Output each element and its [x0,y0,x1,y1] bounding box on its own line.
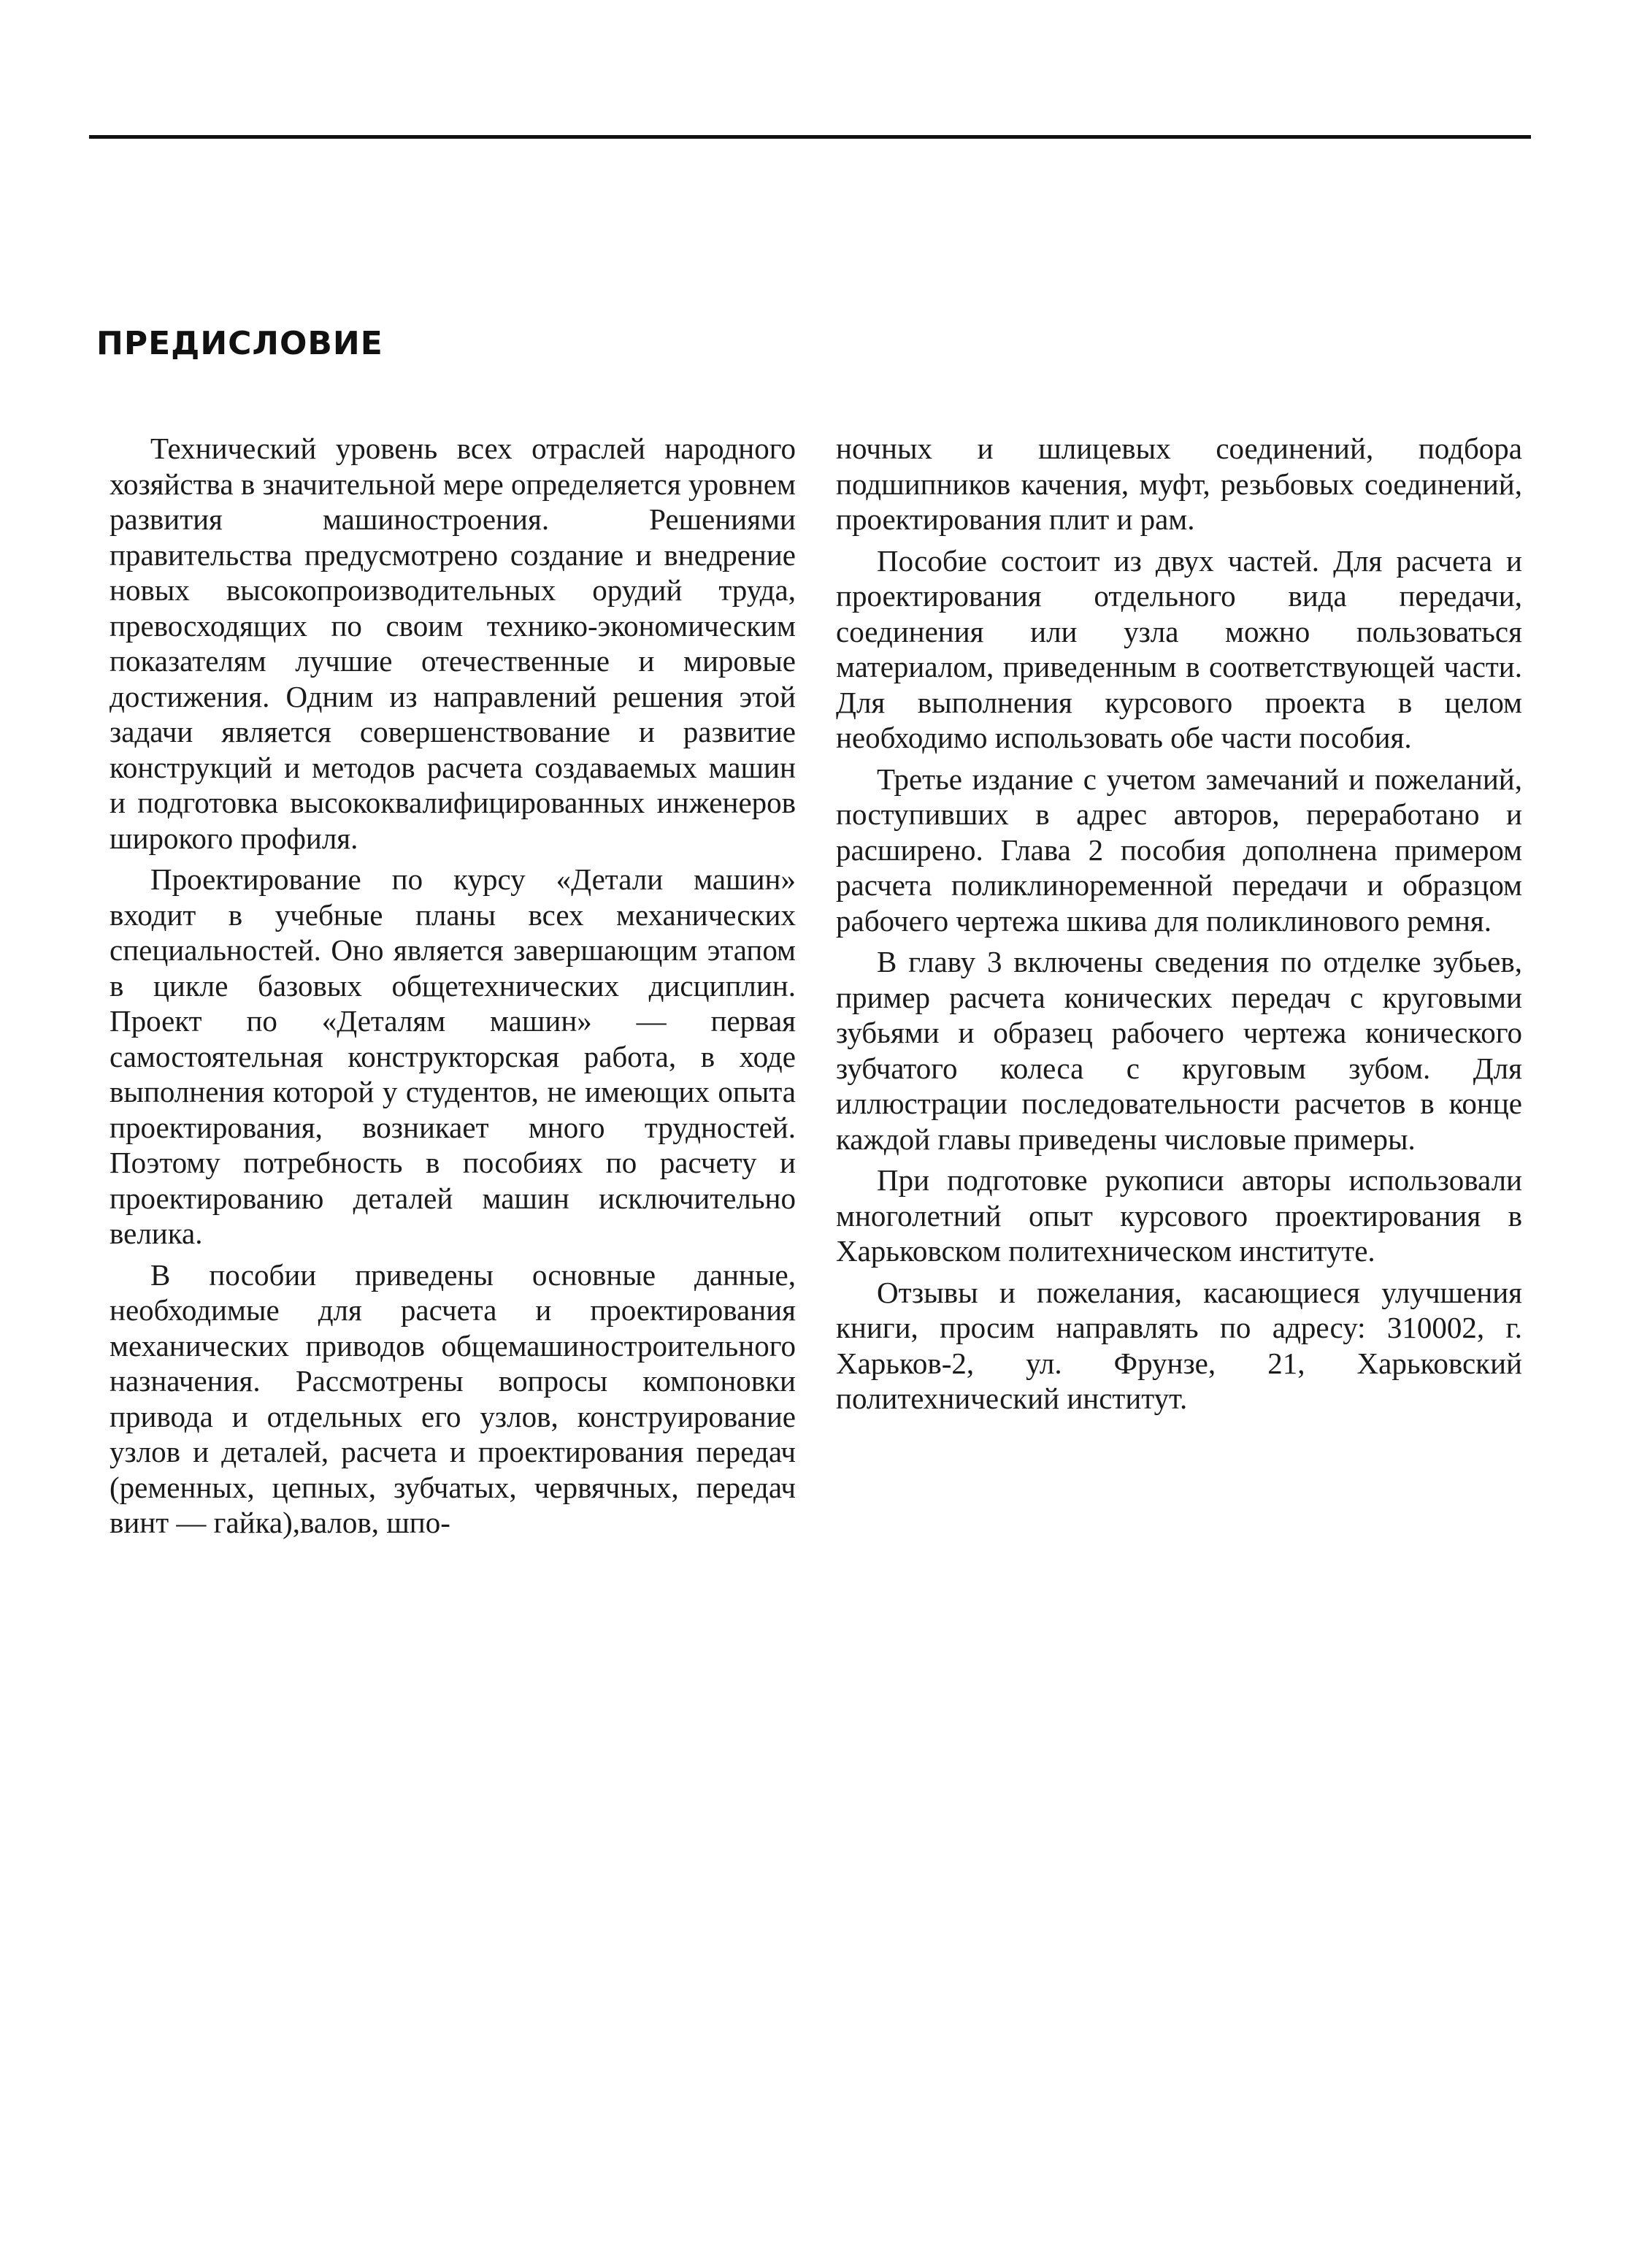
left-column [110,431,796,1547]
paragraph: Отзывы и пожелания, касающиеся улучшения книги, просим направлять по адресу: 310002, г. Харьков-2, ул. Фрунзе, 21, Харьковский политехнический институт. [836,1275,1522,1415]
paragraph: В пособии приведены основные данные, необходимые для расчета и проектирования механических приводов общемашиностроительного назначения. Рассмотрены вопросы компоновки привода и отдельных его узлов, конструирование узлов и деталей, расчета и проектирования передач (ременных, цепных, зубчатых, червячных, передач винт — гайка),валов, шпо- [110,1257,796,1539]
paragraph: Третье издание с учетом замечаний и пожеланий, поступивших в адрес авторов, переработано и расширено. Глава 2 пособия дополнена примером расчета поликлиноременной передачи и образцом рабочего чертежа шкива для поликлинового ремня. [836,762,1522,938]
paragraph: Технический уровень всех отраслей народного хозяйства в значительной мере определяется уровнем развития машиностроения. Решениями правительства предусмотрено создание и внедрение новых высокопроизводительных орудий труда, превосходящих по своим технико-экономическим показателям лучшие отечественные и мировые достижения. Одним из направлений решения этой задачи является совершенствование и развитие конструкций и методов расчета создаваемых машин и подготовка высококвалифицированных инженеров широкого профиля. [110,432,796,855]
right-column [836,431,1522,1422]
paragraph: Пособие состоит из двух частей. Для расчета и проектирования отдельного вида передачи, соединения или узла можно пользоваться материалом, приведенным в соответствующей части. Для выполнения курсового проекта в целом необходимо использовать обе части пособия. [836,543,1522,754]
paragraph-continuation: ночных и шлицевых соединений, подбора подшипников качения, муфт, резьбовых соединений, проектирования плит и рам. [836,432,1522,536]
paragraph: В главу 3 включены сведения по отделке зубьев, пример расчета конических передач с круговыми зубьями и образец рабочего чертежа конического зубчатого колеса с круговым зубом. Для иллюстрации последовательности расчетов в конце каждой главы приведены числовые примеры. [836,945,1522,1156]
page-title: ПРЕДИСЛОВИЕ [96,325,383,362]
paragraph: При подготовке рукописи авторы использовали многолетний опыт курсового проектирования в Харьковском политехническом институте. [836,1163,1522,1268]
top-rule [89,135,1531,139]
paragraph: Проектирование по курсу «Детали машин» входит в учебные планы всех механических специальностей. Оно является завершающим этапом в цикле базовых общетехнических дисциплин. Проект по «Деталям машин» — первая самостоятельная конструкторская работа, в ходе выполнения которой у студентов, не имеющих опыта проектирования, возникает много трудностей. Поэтому потребность в пособиях по расчету и проектированию деталей машин исключительно велика. [110,862,796,1250]
